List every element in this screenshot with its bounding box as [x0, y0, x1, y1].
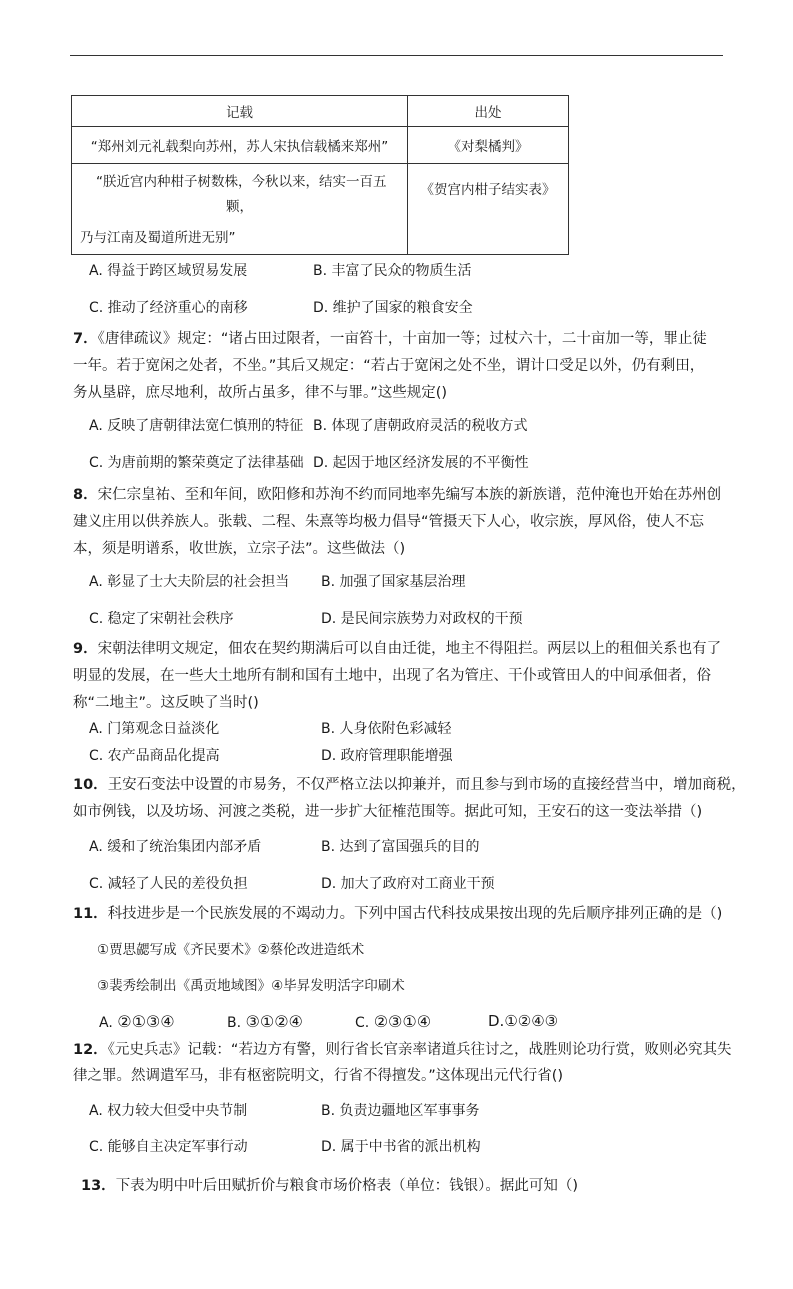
- option-c[interactable]: C. 农产品商品化提高: [89, 748, 220, 764]
- question-11-item: ③裴秀绘制出《禹贡地域图》④毕昇发明活字印刷术: [97, 978, 405, 994]
- table-cell-record: [72, 164, 408, 255]
- question-number: 10．: [73, 777, 108, 793]
- question-13-line: 13．下表为明中叶后田赋折价与粮食市场价格表（单位：钱银）。据此可知（): [81, 1178, 579, 1194]
- option-d[interactable]: D. 加大了政府对工商业干预: [321, 876, 495, 892]
- question-10-line: 如市例钱，以及坊场、河渡之类税，进一步扩大征榷范围等。据此可知，王安石的这一变法举措（): [73, 804, 703, 820]
- option-b[interactable]: B. 丰富了民众的物质生活: [313, 263, 472, 279]
- option-c[interactable]: C. 为唐前期的繁荣奠定了法律基础: [89, 455, 304, 471]
- option-a[interactable]: A. ②①③④: [99, 1012, 175, 1031]
- table-header-row: [72, 96, 569, 127]
- option-b[interactable]: B. 人身依附色彩减轻: [321, 721, 452, 737]
- table-header-record: 记载: [72, 96, 408, 127]
- question-11-line: 11．科技进步是一个民族发展的不竭动力。下列中国古代科技成果按出现的先后顺序排列正确的是（): [73, 906, 723, 922]
- question-10-line: 10．王安石变法中设置的市易务，不仅严格立法以抑兼并，而且参与到市场的直接经营当中，增加商税，: [73, 777, 746, 793]
- table-row: [72, 127, 569, 164]
- option-b[interactable]: B. 达到了富国强兵的目的: [321, 839, 480, 855]
- question-8-line: 8．宋仁宗皇祐、至和年间，欧阳修和苏洵不约而同地率先编写本族的新族谱，范仲淹也开始在苏州创: [73, 487, 722, 503]
- header-rule: [70, 55, 723, 56]
- option-b[interactable]: B. ③①②④: [227, 1012, 303, 1031]
- question-11-item: ①贾思勰写成《齐民要术》②蔡伦改进造纸术: [97, 942, 365, 958]
- question-number: 11．: [73, 906, 108, 922]
- option-a[interactable]: A. 彰显了士大夫阶层的社会担当: [89, 574, 290, 590]
- question-9-line: 9．宋朝法律明文规定，佃农在契约期满后可以自由迁徙，地主不得阻拦。两层以上的租佃关系也有了: [73, 641, 722, 657]
- option-c[interactable]: C. 推动了经济重心的南移: [89, 300, 248, 316]
- option-d[interactable]: D. 属于中书省的派出机构: [321, 1139, 481, 1155]
- table-cell-source: 《贺宫内柑子结实表》: [408, 164, 569, 255]
- option-d[interactable]: D.①②④③: [488, 1012, 559, 1030]
- table-cell-source: 《对梨橘判》: [408, 127, 569, 164]
- source-table: [71, 95, 569, 255]
- option-a[interactable]: A. 反映了唐朝律法宽仁慎刑的特征: [89, 418, 304, 434]
- option-c[interactable]: C. 减轻了人民的差役负担: [89, 876, 248, 892]
- table-row: [72, 164, 569, 255]
- question-12-line: 12．《元史兵志》记载：“若边方有警，则行省长官亲率诸道兵往讨之，战胜则论功行赏，败则必究其失: [73, 1042, 732, 1058]
- option-d[interactable]: D. 维护了国家的粮食安全: [313, 300, 473, 316]
- table-cell-record: “郑州刘元礼载梨向苏州，苏人宋执信载橘来郑州”: [72, 127, 408, 164]
- question-7-line: 7．《唐律疏议》规定：“诸占田过限者，一亩笞十，十亩加一等；过杖六十，二十亩加一等，罪止徒: [73, 331, 707, 347]
- option-a[interactable]: A. 权力较大但受中央节制: [89, 1103, 248, 1119]
- option-b[interactable]: B. 负责边疆地区军事事务: [321, 1103, 480, 1119]
- question-12-line: 律之罪。然调遣军马，非有枢密院明文，行省不得擅发。”这体现出元代行省(): [73, 1068, 564, 1084]
- table-header-source: 出处: [408, 96, 569, 127]
- question-9-line: 明显的发展，在一些大土地所有制和国有土地中，出现了名为管庄、干仆或管田人的中间承佃者，俗: [73, 668, 711, 684]
- question-number: 12．: [73, 1042, 108, 1058]
- option-d[interactable]: D. 是民间宗族势力对政权的干预: [321, 611, 523, 627]
- option-c[interactable]: C. 稳定了宋朝社会秩序: [89, 611, 234, 627]
- option-c[interactable]: C. 能够自主决定军事行动: [89, 1139, 248, 1155]
- option-c[interactable]: C. ②③①④: [355, 1012, 432, 1031]
- record-line: 颗，: [226, 199, 253, 215]
- question-number: 13．: [81, 1178, 116, 1194]
- question-8-line: 建义庄用以供养族人。张载、二程、朱熹等均极力倡导“管摄天下人心，收宗族，厚风俗，使人不忘: [73, 514, 705, 530]
- question-number: 8．: [73, 487, 98, 503]
- option-d[interactable]: D. 政府管理职能增强: [321, 748, 453, 764]
- question-7-line: 一年。若于宽闲之处者，不坐。”其后又规定：“若占于宽闲之处不坐，谓计口受足以外，仍有剩田，: [73, 358, 705, 374]
- option-a[interactable]: A. 得益于跨区域贸易发展: [89, 263, 248, 279]
- option-b[interactable]: B. 体现了唐朝政府灵活的税收方式: [313, 418, 528, 434]
- record-line: “朕近宫内种柑子树数株，今秋以来，结实一百五: [96, 174, 387, 190]
- option-a[interactable]: A. 缓和了统治集团内部矛盾: [89, 839, 262, 855]
- question-8-line: 本，须是明谱系，收世族，立宗子法”。这些做法（): [73, 541, 406, 557]
- option-a[interactable]: A. 门第观念日益淡化: [89, 721, 220, 737]
- question-number: 9．: [73, 641, 98, 657]
- question-7-line: 务从垦辟，庶尽地利，故所占虽多，律不与罪。”这些规定(): [73, 385, 448, 401]
- option-b[interactable]: B. 加强了国家基层治理: [321, 574, 466, 590]
- question-9-line: 称“二地主”。这反映了当时(): [73, 695, 259, 711]
- option-d[interactable]: D. 起因于地区经济发展的不平衡性: [313, 455, 529, 471]
- question-number: 7．: [73, 331, 98, 347]
- record-line: 乃与江南及蜀道所进无别”: [80, 230, 236, 246]
